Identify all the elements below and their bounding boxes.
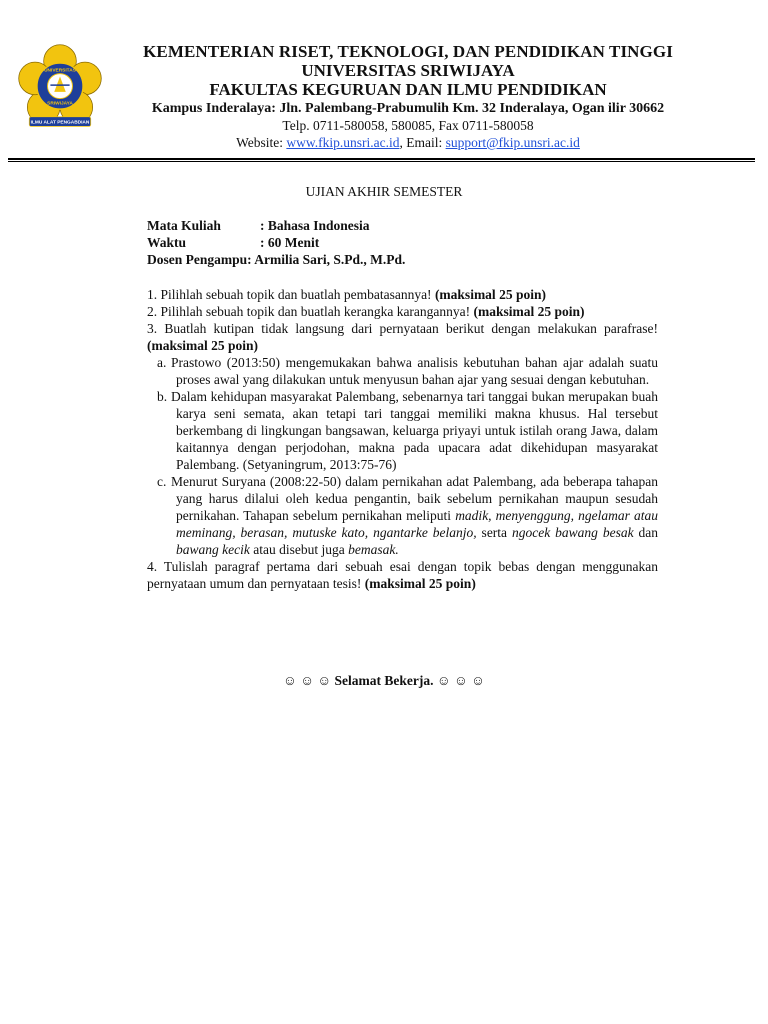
time-label: Waktu <box>147 235 187 250</box>
logo-ribbon-text: ILMU ALAT PENGABDIAN <box>30 120 90 126</box>
logo-text-bottom: SRIWIJAYA <box>47 101 73 107</box>
time-row <box>147 235 319 251</box>
time-value: : 60 Menit <box>260 235 320 250</box>
closing-greeting: ☺ ☺ ☺ Selamat Bekerja. ☺ ☺ ☺ <box>283 673 485 688</box>
question-3-points: (maksimal 25 poin) <box>147 338 259 353</box>
email-label: , Email: <box>399 135 446 150</box>
campus-address: Kampus Inderalaya: Jln. Palembang-Prabumulih Km. 32 Inderalaya, Ogan ilir 30662 <box>151 101 665 116</box>
question-2-points: (maksimal 25 poin) <box>473 304 585 319</box>
course-value: : Bahasa Indonesia <box>260 218 370 233</box>
course-label: Mata Kuliah <box>147 218 221 233</box>
question-4: 4. Tulislah paragraf pertama dari sebuah esai dengan topik bebas dengan menggunakan pernyataan umum dan pernyataan tesis! (maksimal 25 poin) <box>147 559 658 591</box>
questions <box>147 286 658 592</box>
university-name: UNIVERSITAS SRIWIJAYA <box>301 61 515 80</box>
header-divider-thin <box>8 161 755 162</box>
contact-line <box>108 135 708 151</box>
question-2: 2. Pilihlah sebuah topik dan buatlah kerangka karangannya! (maksimal 25 poin) <box>147 304 585 319</box>
website-link[interactable]: www.fkip.unsri.ac.id <box>286 135 400 150</box>
website-label: Website: <box>236 135 287 150</box>
question-1: 1. Pilihlah sebuah topik dan buatlah pembatasannya! (maksimal 25 poin) <box>147 287 546 302</box>
lecturer-label: Dosen Pengampu: <box>147 252 252 267</box>
question-3: 3. Buatlah kutipan tidak langsung dari pernyataan berikut dengan melakukan parafrase! (maksimal 25 poin) <box>147 321 658 353</box>
question-1-points: (maksimal 25 poin) <box>434 287 546 302</box>
question-3c: c. Menurut Suryana (2008:22-50) dalam pernikahan adat Palembang, ada beberapa tahapan yang harus dilalui oleh kedua pengantin, baik sebelum pernikahan maupun sesudah pernikahan. Tahapan sebelum pernikahan meliputi madik, menyenggung, ngelamar atau meminang, berasan, mutuske kato, ngantarke belanjo, serta ngocek bawang besak dan bawang kecik atau disebut juga bemasak. <box>157 474 659 557</box>
ministry-name: KEMENTERIAN RISET, TEKNOLOGI, DAN PENDIDIKAN TINGGI <box>143 42 673 61</box>
lecturer-value: Armilia Sari, S.Pd., M.Pd. <box>251 252 406 267</box>
exam-title: UJIAN AKHIR SEMESTER <box>305 184 463 199</box>
header-divider-thick <box>8 158 755 160</box>
question-3b: b. Dalam kehidupan masyarakat Palembang, sebenarnya tari tanggai bukan merupakan buah karya seni semata, akan tetapi tari tanggai memiliki makna khusus. Hal tersebut berkembang di lingkungan bangsawan, keluarga priyayi untuk istilah orang Jawa, dalam kaitannya dengan perjodohan, makna pada upacara adat dikehidupan masyarakat Palembang. (Setyaningrum, 2013:75-76) <box>157 389 658 472</box>
lecturer-row <box>147 252 405 268</box>
question-3a: a. Prastowo (2013:50) mengemukakan bahwa analisis kebutuhan bahan ajar adalah suatu proses awal yang dilakukan untuk menyusun bahan ajar yang sesuai dengan kebutuhan. <box>157 355 658 387</box>
faculty-name: FAKULTAS KEGURUAN DAN ILMU PENDIDIKAN <box>209 80 607 99</box>
university-logo <box>12 40 108 136</box>
question-4-points: (maksimal 25 poin) <box>364 576 476 591</box>
phone-line: Telp. 0711-580058, 580085, Fax 0711-580058 <box>282 118 534 133</box>
course-row <box>147 218 370 234</box>
logo-text-top: UNIVERSITAS <box>44 68 76 74</box>
email-link[interactable]: support@fkip.unsri.ac.id <box>445 135 580 150</box>
